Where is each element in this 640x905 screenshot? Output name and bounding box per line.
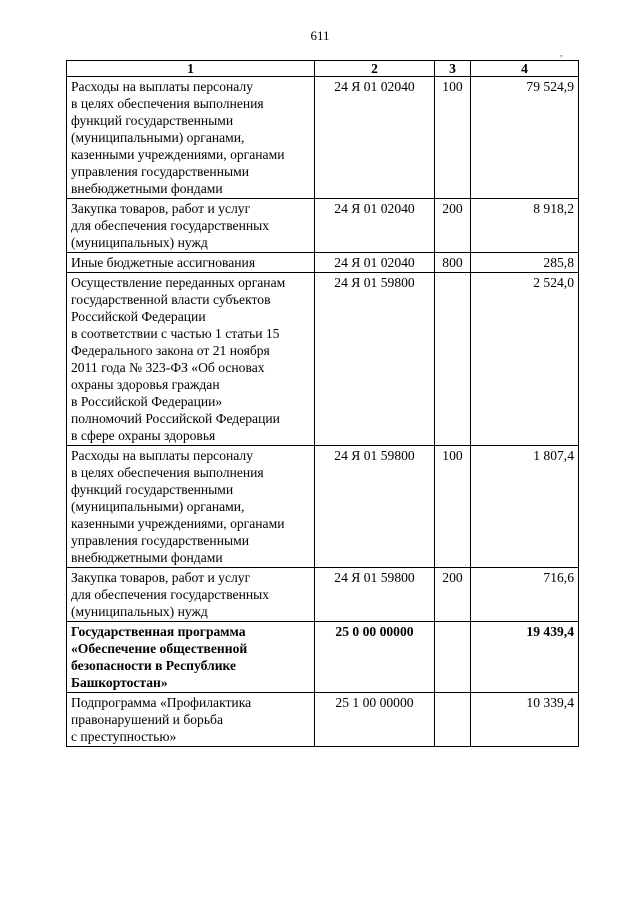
row-name-line: в соответствии с частью 1 статьи 15 <box>71 326 280 341</box>
row-name-line: правонарушений и борьба <box>71 712 224 727</box>
row-name-line: Федерального закона от 21 ноября <box>71 343 270 358</box>
row-expense-type <box>435 622 471 693</box>
row-name-line: Башкортостан» <box>71 675 168 690</box>
row-code: 24 Я 01 02040 <box>315 199 435 253</box>
row-amount: 2 524,0 <box>471 273 579 446</box>
header-row <box>67 61 579 77</box>
row-name-line: с преступностью» <box>71 729 177 744</box>
table-row <box>67 77 579 199</box>
row-amount: 79 524,9 <box>471 77 579 199</box>
row-name-line: в Российской Федерации» <box>71 394 223 409</box>
row-name-line: государственной власти субъектов <box>71 292 271 307</box>
row-name-line: (муниципальных) нужд <box>71 235 208 250</box>
row-name-line: (муниципальными) органами, <box>71 499 245 514</box>
header-col-2: 2 <box>315 61 435 77</box>
row-amount: 10 339,4 <box>471 693 579 747</box>
table-row <box>67 253 579 273</box>
row-name-line: функций государственными <box>71 113 234 128</box>
row-name-line: Российской Федерации <box>71 309 206 324</box>
table-row <box>67 693 579 747</box>
table-body <box>67 77 579 747</box>
row-name-line: Расходы на выплаты персоналу <box>71 448 253 463</box>
corner-mark: , <box>560 48 563 59</box>
row-name-line: казенными учреждениями, органами <box>71 516 285 531</box>
row-amount: 716,6 <box>471 568 579 622</box>
row-name-line: Подпрограмма «Профилактика <box>71 695 252 710</box>
row-amount: 8 918,2 <box>471 199 579 253</box>
row-name <box>67 446 315 568</box>
table-row <box>67 199 579 253</box>
row-name <box>67 622 315 693</box>
row-name-line: Закупка товаров, работ и услуг <box>71 201 251 216</box>
row-code: 25 0 00 00000 <box>315 622 435 693</box>
row-amount: 285,8 <box>471 253 579 273</box>
row-name-line: Иные бюджетные ассигнования <box>71 255 256 270</box>
row-name-line: внебюджетными фондами <box>71 181 223 196</box>
row-name-line: для обеспечения государственных <box>71 218 270 233</box>
row-expense-type: 100 <box>435 77 471 199</box>
row-name-line: Расходы на выплаты персоналу <box>71 79 253 94</box>
table-row <box>67 568 579 622</box>
row-name-line: внебюджетными фондами <box>71 550 223 565</box>
row-name-line: управления государственными <box>71 533 249 548</box>
row-name-line: (муниципальными) органами, <box>71 130 245 145</box>
row-code: 24 Я 01 59800 <box>315 446 435 568</box>
row-code: 24 Я 01 02040 <box>315 253 435 273</box>
row-name-line: Государственная программа <box>71 624 246 639</box>
row-name-line: для обеспечения государственных <box>71 587 270 602</box>
row-name <box>67 693 315 747</box>
row-amount: 1 807,4 <box>471 446 579 568</box>
row-name-line: Закупка товаров, работ и услуг <box>71 570 251 585</box>
header-col-4: 4 <box>471 61 579 77</box>
row-name-line: (муниципальных) нужд <box>71 604 208 619</box>
row-expense-type: 200 <box>435 199 471 253</box>
row-name-line: Осуществление переданных органам <box>71 275 286 290</box>
row-amount: 19 439,4 <box>471 622 579 693</box>
row-code: 24 Я 01 59800 <box>315 568 435 622</box>
table-row <box>67 622 579 693</box>
header-col-1: 1 <box>67 61 315 77</box>
row-name <box>67 253 315 273</box>
table-row <box>67 273 579 446</box>
row-name-line: управления государственными <box>71 164 249 179</box>
row-name-line: 2011 года № 323-ФЗ «Об основах <box>71 360 265 375</box>
row-name-line: в целях обеспечения выполнения <box>71 96 264 111</box>
table-row <box>67 446 579 568</box>
page-number: 611 <box>310 28 330 43</box>
row-expense-type: 200 <box>435 568 471 622</box>
row-name-line: функций государственными <box>71 482 234 497</box>
row-name-line: в сфере охраны здоровья <box>71 428 216 443</box>
row-code: 24 Я 01 59800 <box>315 273 435 446</box>
header-col-3: 3 <box>435 61 471 77</box>
row-name <box>67 568 315 622</box>
row-name-line: полномочий Российской Федерации <box>71 411 280 426</box>
row-name-line: «Обеспечение общественной <box>71 641 248 656</box>
row-name <box>67 77 315 199</box>
row-name-line: в целях обеспечения выполнения <box>71 465 264 480</box>
row-name-line: охраны здоровья граждан <box>71 377 220 392</box>
row-expense-type: 100 <box>435 446 471 568</box>
row-code: 25 1 00 00000 <box>315 693 435 747</box>
row-name-line: безопасности в Республике <box>71 658 237 673</box>
row-name <box>67 273 315 446</box>
row-expense-type: 800 <box>435 253 471 273</box>
budget-table <box>66 60 579 747</box>
row-expense-type <box>435 273 471 446</box>
row-name <box>67 199 315 253</box>
row-name-line: казенными учреждениями, органами <box>71 147 285 162</box>
row-expense-type <box>435 693 471 747</box>
row-code: 24 Я 01 02040 <box>315 77 435 199</box>
